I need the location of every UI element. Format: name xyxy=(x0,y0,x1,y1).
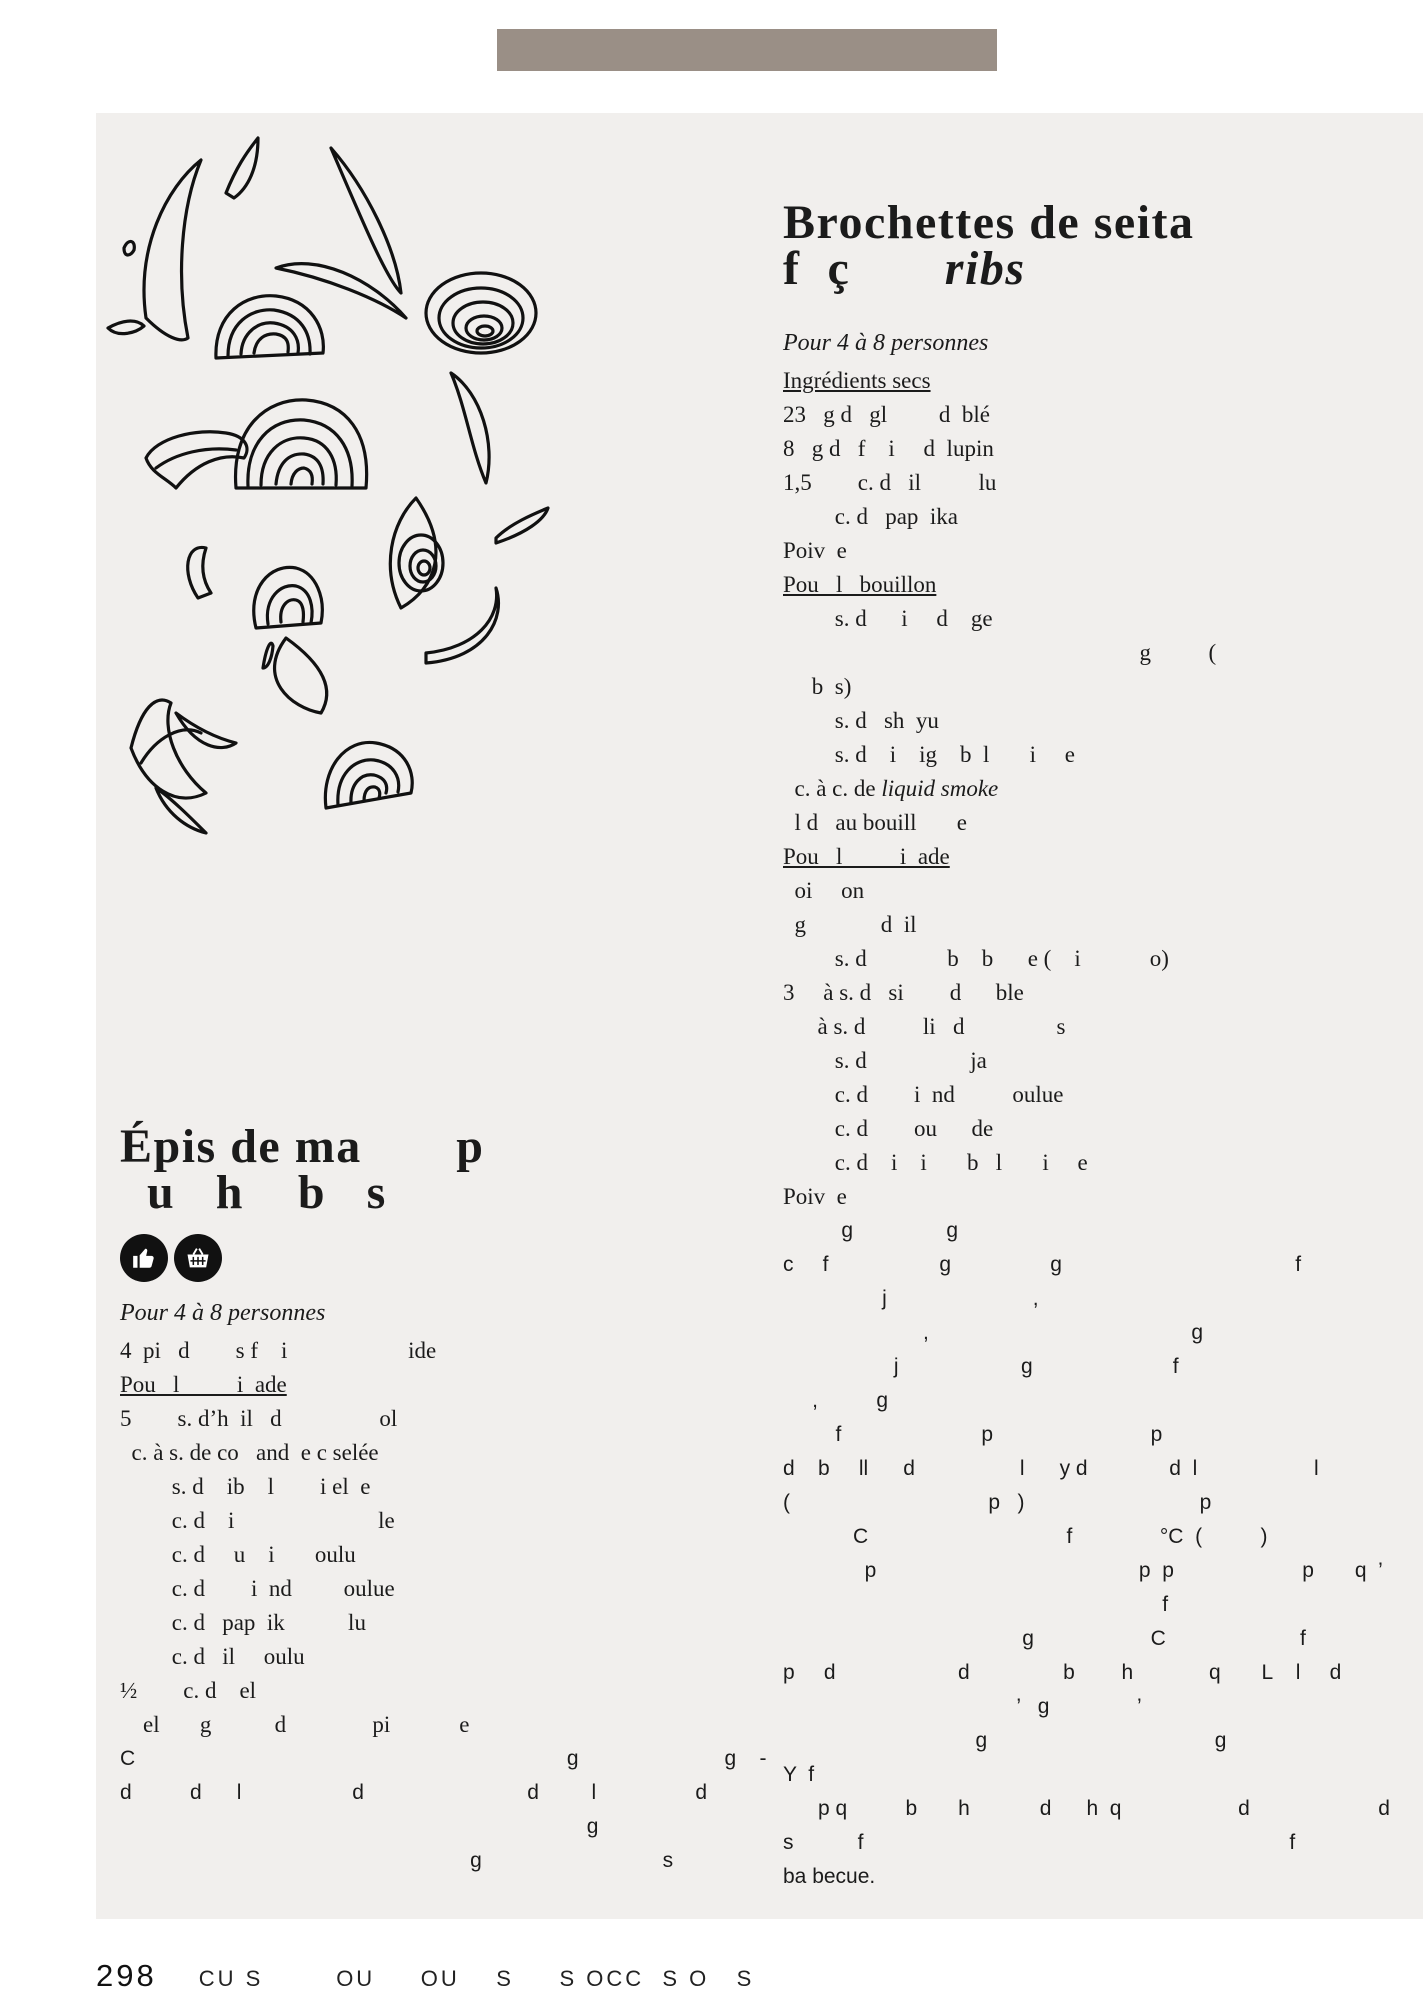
italic-term: liquid smoke xyxy=(881,776,999,801)
instruction-line: Y f xyxy=(783,1763,815,1786)
ingredient-line: 5 s. d’h il d ol xyxy=(120,1406,398,1431)
ingredient-line: s. d b b e ( i o) xyxy=(783,946,1169,971)
ingredient-line: g ( xyxy=(783,640,1217,665)
instruction-line: c f g g f xyxy=(783,1253,1302,1276)
instruction-line: g s xyxy=(120,1849,674,1872)
instruction-line: s f f xyxy=(783,1831,1296,1854)
running-footer: CU S OU OU S S OCC S O S xyxy=(198,1966,755,1991)
ingredient-line: 4 pi d s f i ide xyxy=(120,1338,437,1363)
recipe-title-line-2: f ç xyxy=(783,242,945,295)
section-heading: Pou l i ade xyxy=(120,1372,287,1397)
top-tab-bar xyxy=(497,29,997,71)
ingredient-line: oi on xyxy=(783,878,865,903)
section-heading: Pou l i ade xyxy=(783,844,950,869)
recipe-title-italic: ribs xyxy=(944,242,1026,295)
onion-slices-illustration xyxy=(136,168,656,888)
ingredient-line: Poiv e xyxy=(783,538,847,563)
instructions xyxy=(783,1214,1403,1894)
ingredient-line: s. d ja xyxy=(783,1048,987,1073)
instruction-line: ba becue. xyxy=(783,1865,876,1888)
instruction-line: f p p xyxy=(783,1423,1163,1446)
ingredient-list xyxy=(783,364,1403,1214)
instruction-line: p p p p q ’ xyxy=(783,1559,1383,1582)
thumbs-up-icon xyxy=(120,1234,168,1282)
instruction-line: p q b h d h q d d xyxy=(783,1797,1390,1820)
section-heading: Ingrédients secs xyxy=(783,368,931,393)
instruction-line: d d l d d l d xyxy=(120,1781,707,1804)
instruction-line: g g xyxy=(783,1219,959,1242)
servings-note: Pour 4 à 8 personnes xyxy=(783,330,989,356)
recipe-title-line-2: u h b s xyxy=(120,1166,387,1219)
servings-note: Pour 4 à 8 personnes xyxy=(120,1300,326,1326)
instruction-line: ’ g ’ xyxy=(783,1695,1142,1718)
ingredient-line: 23 g d gl d blé xyxy=(783,402,990,427)
ingredient-line: s. d ib l i el e xyxy=(120,1474,371,1499)
ingredient-line: el g d pi e xyxy=(120,1712,470,1737)
ingredient-line: Poiv e xyxy=(783,1184,847,1209)
ingredient-line: s. d sh yu xyxy=(783,708,939,733)
ingredient-line: c. d i nd oulue xyxy=(783,1082,1064,1107)
instruction-line: C f °C ( ) xyxy=(783,1525,1268,1548)
page-number: 298 xyxy=(96,1958,157,1993)
page-footer xyxy=(96,1958,754,1992)
instruction-line: d b ll d l y d d l l xyxy=(783,1457,1319,1480)
ingredient-line: c. d i nd oulue xyxy=(120,1576,395,1601)
ingredient-line: s. d i d ge xyxy=(783,606,993,631)
ingredient-line: ½ c. d el xyxy=(120,1678,257,1703)
ingredient-line: c. d i i b l i e xyxy=(783,1150,1088,1175)
recipe-title-line-1: Brochettes de seita xyxy=(783,196,1195,249)
basket-icon xyxy=(174,1234,222,1282)
ingredient-line: 8 g d f i d lupin xyxy=(783,436,994,461)
instruction-line: j g f xyxy=(783,1355,1179,1378)
ingredient-line: g d il xyxy=(783,912,917,937)
recipe-title xyxy=(783,196,1403,295)
instruction-line: j , xyxy=(783,1287,1039,1310)
instruction-line: g xyxy=(120,1815,599,1838)
instruction-line: C g g - xyxy=(120,1747,767,1770)
instruction-line: p d d b h q L l d xyxy=(783,1661,1342,1684)
ingredient-list xyxy=(120,1334,740,1742)
ingredient-line: c. d pap ik lu xyxy=(120,1610,366,1635)
ingredient-line: c. d pap ika xyxy=(783,504,959,529)
ingredient-line: l d au bouill e xyxy=(783,810,967,835)
recipe-brochettes xyxy=(783,196,1403,1894)
recipe-title xyxy=(120,1120,740,1219)
ingredient-line: c. à c. de liquid smoke xyxy=(783,776,999,801)
instruction-line: ( p ) p xyxy=(783,1491,1212,1514)
instruction-line: , g xyxy=(783,1321,1204,1344)
ingredient-line: c. d ou de xyxy=(783,1116,994,1141)
ingredient-line: b s) xyxy=(783,674,852,699)
ingredient-line: 3 à s. d si d ble xyxy=(783,980,1024,1005)
instruction-line: g g xyxy=(783,1729,1227,1752)
instruction-line: g C f xyxy=(783,1627,1306,1650)
ingredient-line: c. d u i oulu xyxy=(120,1542,356,1567)
recipe-icons xyxy=(120,1234,740,1282)
section-heading: Pou l bouillon xyxy=(783,572,937,597)
ingredient-line: c. à s. de co and e c selée xyxy=(120,1440,379,1465)
instruction-line: f xyxy=(783,1593,1169,1616)
recipe-epis-de-mais xyxy=(120,1120,767,1878)
ingredient-line: c. d i le xyxy=(120,1508,395,1533)
ingredient-line: 1,5 c. d il lu xyxy=(783,470,997,495)
instructions xyxy=(120,1742,767,1878)
recipe-title-line-1: Épis de ma p xyxy=(120,1120,485,1173)
instruction-line: , g xyxy=(783,1389,889,1412)
ingredient-line: à s. d li d s xyxy=(783,1014,1066,1039)
ingredient-line: s. d i ig b l i e xyxy=(783,742,1075,767)
ingredient-line: c. d il oulu xyxy=(120,1644,305,1669)
